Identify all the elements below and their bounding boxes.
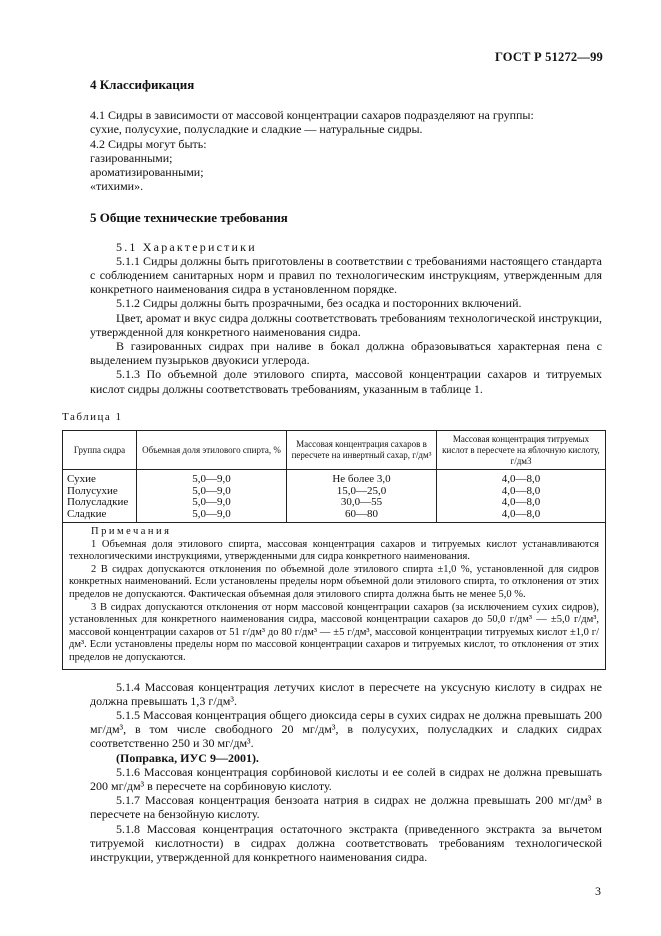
table-caption: Таблица 1 [62,410,123,423]
paragraph-5-1-2: 5.1.2 Сидры должны быть прозрачными, без осадка и посторонних включений. [116,296,522,311]
table-cell: 60—80 [345,507,378,520]
column-sugar [287,470,437,522]
table-cell: 4,0—8,0 [501,507,541,520]
requirements-continued [90,680,602,865]
table-cell: Полусладкие [67,496,129,509]
table-cell: 4,0—8,0 [501,484,541,497]
table-cell: 5,0—9,0 [192,484,231,497]
table-cell: 5,0—9,0 [192,473,231,486]
table-cell: Сухие [67,473,96,486]
header-acid: Массовая концентрация титруемых кислот в пересчете на яблочную кислоту, г/дм3 [442,433,600,466]
note-1: 1 Объемная доля этилового спирта, массовая концентрация сахаров и титруемых кислот устанавливаются технологическими инструкциями, утвержденными для сидра конкретного наименования. [69,538,599,563]
paragraph-5-1-2-color: Цвет, аромат и вкус сидра должны соответствовать требованиям технологической инструкции, утвержденной для конкретного наименования сидра. [90,310,602,339]
paragraph-5-1-5: 5.1.5 Массовая концентрация общего диоксида серы в сухих сидрах не должна превышать 200 мг/дм³, в том числе свободного 20 мг/дм³, в полусухих, полусладких и сладких сидрах соответственно 250 и 30 мг/дм³. [90,708,602,751]
list-item: «тихими». [90,179,144,194]
paragraph-5-1-3: 5.1.3 По объемной доле этилового спирта, массовой концентрации сахаров и титруемых кислот сидры должны соответствовать требованиям, указанным в таблице 1. [90,367,602,396]
table-cell: 15,0—25,0 [336,484,387,497]
header-group: Группа сидра [63,431,137,469]
paragraph-4-2: 4.2 Сидры могут быть: [90,136,207,151]
subsection-5-1: 5.1 Характеристики [116,239,257,254]
notes-title: Примечания [91,526,172,538]
paragraph-5-1-8: 5.1.8 Массовая концентрация остаточного экстракта (приведенного экстракта за вычетом титруемой кислотности) в сидрах должна соответствовать требованиям технологической инструкции, утвержденной для конкретного наименования сидра. [90,821,602,865]
paragraph-4-1-cont: сухие, полусухие, полусладкие и сладкие — натуральные сидры. [90,122,423,137]
table-header-row [63,431,605,470]
standard-code: ГОСТ Р 51272—99 [494,50,603,64]
list-item: газированными; [90,150,173,165]
table-1 [62,430,606,670]
section-5-title: 5 Общие технические требования [90,210,288,226]
header-sugar: Массовая концентрация сахаров в пересчете на инвертный сахар, г/дм³ [287,431,437,469]
amendment-note: (Поправка, ИУС 9—2001). [116,750,259,765]
paragraph-5-1-6: 5.1.6 Массовая концентрация сорбиновой кислоты и ее солей в сидрах не должна превышать 200 мг/дм³ в пересчете на сорбиновую кислоту. [90,764,602,794]
table-cell: 30,0—55 [340,496,383,509]
page-number: 3 [595,884,601,898]
table-cell: Не более 3,0 [332,473,391,486]
paragraph-5-1-1: 5.1.1 Сидры должны быть приготовлены в соответствии с требованиями настоящего стандарта с соблюдением санитарных норм и правил по технологическим инструкциям, утвержденным для конкретного наименования сидра в установленном порядке. [90,253,602,297]
table-cell: 5,0—9,0 [192,496,231,509]
column-alcohol [137,470,287,522]
column-acid [437,470,605,522]
table-cell: Сладкие [67,507,107,520]
note-3: 3 В сидрах допускаются отклонения от норм массовой концентрации сахаров (за исключением сухих сидров), установленных для конкретного наименования сидра, массовой концентрации сахаров до 50,0 г/дм³ — ±5,0 г/дм³, массовой концентрации сахаров от 51 г/дм³ до 80 г/дм³ — ±5 г/дм³, массовой концентрации титруемых кислот ±1,0 г/дм³. Если установлены пределы норм по массовой концентрации сахаров и титруемых кислот, то отклонения от этих пределов не допускаются. [69,601,599,663]
table-cell: Полусухие [67,484,118,497]
table-cell: 4,0—8,0 [501,473,541,486]
table-cell: 5,0—9,0 [192,507,231,520]
note-2: 2 В сидрах допускаются отклонения по объемной доле этилового спирта ±1,0 %, установленной для сидров конкретных наименований. Если установлены пределы норм объемной доли этилового спирта, то отклонения от этих пределов не допускаются. Фактическая объемная доля этилового спирта должна быть не менее 5,0 %. [69,563,599,601]
section-4-title: 4 Классификация [90,77,195,92]
paragraph-5-1-7: 5.1.7 Массовая концентрация бензоата натрия в сидрах не должна превышать 200 мг/дм³ в пересчете на бензойную кислоту. [90,793,602,822]
list-item: ароматизированными; [90,165,204,180]
paragraph-5-1-2-foam: В газированных сидрах при наливе в бокал должна образовываться характерная пена с выделением пузырьков двуокиси углерода. [90,339,602,368]
table-cell: 4,0—8,0 [501,496,541,509]
table-body [63,470,605,523]
table-notes [63,523,605,669]
header-alcohol: Объемная доля этилового спирта, % [137,431,287,469]
column-group [63,470,137,522]
paragraph-4-1: 4.1 Сидры в зависимости от массовой концентрации сахаров подразделяют на группы: [90,108,534,123]
paragraph-5-1-4: 5.1.4 Массовая концентрация летучих кислот в пересчете на уксусную кислоту в сидрах не должна превышать 1,3 г/дм³. [90,679,602,708]
page-content [62,77,602,865]
